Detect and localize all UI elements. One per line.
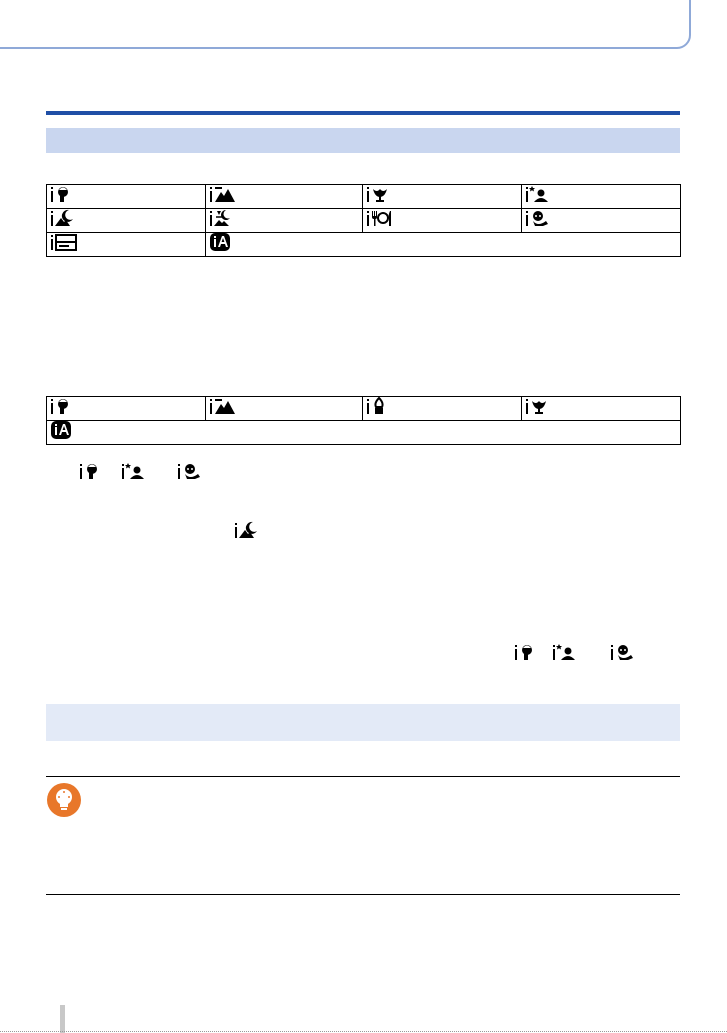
ia-icon [51, 421, 71, 439]
portrait-icon [51, 397, 75, 415]
tip-icon [47, 783, 81, 817]
table-row [47, 209, 681, 233]
spotlight-icon [367, 397, 391, 415]
table-row [47, 185, 681, 209]
macro-icon [367, 185, 391, 203]
night-scenery-icon [235, 521, 261, 539]
inline-icon-group [515, 643, 637, 661]
table-row [47, 421, 681, 445]
table-cell [205, 397, 363, 421]
table-cell [363, 397, 522, 421]
section-heading-band [46, 128, 680, 153]
table-cell [205, 209, 363, 233]
table-cell [363, 185, 522, 209]
portrait-icon [515, 643, 539, 661]
inline-icon-group [80, 462, 204, 480]
table-cell [47, 233, 206, 257]
table-cell [47, 421, 681, 445]
handheld-night-shot-icon [210, 209, 236, 227]
page-bottom-dotted-line [0, 1031, 727, 1032]
table-cell [522, 209, 681, 233]
table-row [47, 397, 681, 421]
baby-icon [611, 643, 637, 661]
table-cell [47, 397, 206, 421]
lightbulb-icon [53, 787, 75, 813]
sunset-icon [51, 233, 77, 251]
ia-icon [210, 233, 230, 251]
baby-icon [526, 209, 552, 227]
table-cell [47, 185, 206, 209]
night-portrait-icon [122, 462, 146, 480]
table-cell [363, 209, 522, 233]
night-portrait-icon [526, 185, 550, 203]
page-margin-bar [60, 1005, 65, 1033]
night-portrait-icon [553, 643, 577, 661]
scenery-icon [210, 185, 236, 203]
portrait-icon [80, 462, 104, 480]
table-cell [205, 185, 363, 209]
inline-icon-group [235, 521, 261, 539]
table-cell [47, 209, 206, 233]
subsection-heading-band [46, 704, 680, 741]
portrait-icon [51, 185, 75, 203]
page-tab-frame [0, 0, 691, 49]
scene-table-photo [46, 184, 681, 257]
scenery-icon [210, 397, 236, 415]
section-rule [46, 111, 680, 115]
food-icon [367, 209, 393, 227]
table-cell [522, 397, 681, 421]
scene-table-video [46, 396, 681, 445]
tip-bottom-rule [46, 894, 680, 895]
night-scenery-icon [51, 209, 77, 227]
table-cell [522, 185, 681, 209]
table-cell [205, 233, 680, 257]
macro-icon [526, 397, 550, 415]
table-row [47, 233, 681, 257]
baby-icon [178, 462, 204, 480]
tip-top-rule [46, 776, 680, 777]
